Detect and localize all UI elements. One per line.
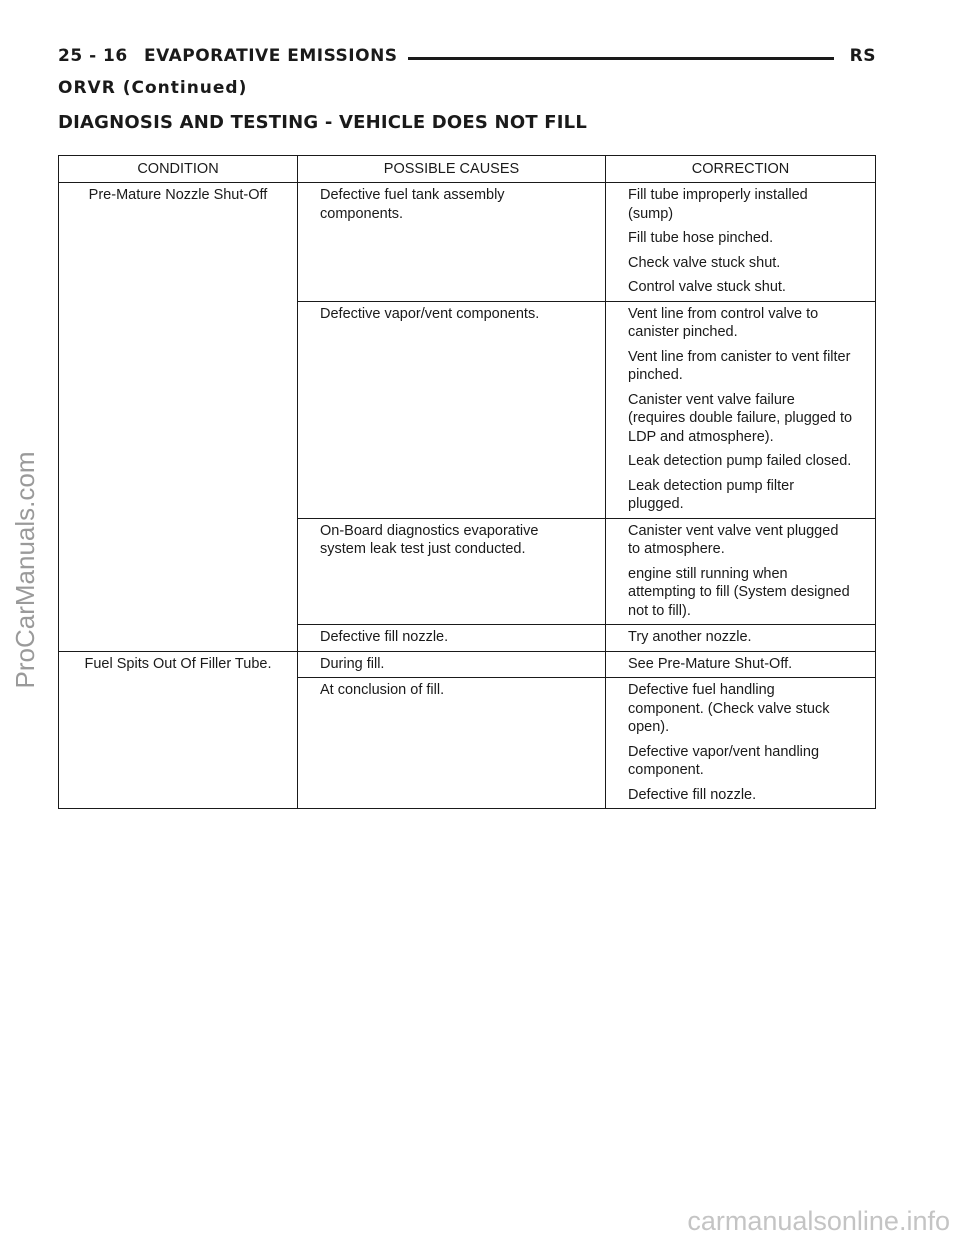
correction-item: Vent line from canister to vent filter pinched. [628, 348, 851, 383]
cause-cell: Defective fuel tank assembly components. [298, 183, 606, 302]
correction-cell [606, 651, 876, 678]
column-header-condition: CONDITION [59, 156, 298, 183]
correction-item: Check valve stuck shut. [628, 254, 781, 271]
column-header-correction: CORRECTION [606, 156, 876, 183]
correction-item: Defective fuel handling component. (Check valve stuck open). [628, 682, 830, 735]
correction-item: Defective fill nozzle. [628, 786, 757, 803]
correction-item: Control valve stuck shut. [628, 279, 786, 295]
cause-cell: Defective vapor/vent components. [298, 301, 606, 518]
correction-item: Try another nozzle. [628, 629, 752, 645]
page-header [58, 46, 876, 70]
cause-cell: Defective fill nozzle. [298, 625, 606, 652]
table-header-row [59, 156, 876, 183]
column-header-possible-causes: POSSIBLE CAUSES [298, 156, 606, 183]
correction-cell [606, 301, 876, 518]
correction-cell [606, 183, 876, 302]
cause-cell: During fill. [298, 651, 606, 678]
section-title: DIAGNOSIS AND TESTING - VEHICLE DOES NOT FILL [58, 112, 588, 133]
condition-cell: Pre-Mature Nozzle Shut-Off [59, 183, 298, 652]
correction-item: Fill tube improperly installed (sump) [628, 187, 808, 222]
bottom-watermark: carmanualsonline.info [687, 1206, 950, 1236]
correction-item: See Pre-Mature Shut-Off. [628, 655, 793, 672]
table-row [59, 183, 876, 302]
correction-item: Canister vent valve failure (requires double failure, plugged to LDP and atmosphere). [628, 391, 853, 445]
cause-cell: At conclusion of fill. [298, 678, 606, 809]
table-body [59, 183, 876, 809]
correction-item: Leak detection pump filter plugged. [628, 477, 795, 512]
cause-cell: On-Board diagnostics evaporative system leak test just conducted. [298, 518, 606, 625]
correction-cell [606, 678, 876, 809]
side-watermark: ProCarManuals.com [10, 451, 40, 689]
header-section-title: EVAPORATIVE EMISSIONS [144, 46, 398, 66]
correction-cell [606, 518, 876, 625]
header-code: RS [849, 46, 876, 66]
condition-cell: Fuel Spits Out Of Filler Tube. [59, 651, 298, 809]
page-number: 25 - 16 [58, 46, 128, 66]
correction-item: Leak detection pump failed closed. [628, 453, 852, 469]
correction-item: Canister vent valve vent plugged to atmosphere. [628, 522, 839, 557]
header-rule [408, 57, 834, 60]
correction-item: Fill tube hose pinched. [628, 230, 774, 246]
correction-item: engine still running when attempting to fill (System designed not to fill). [628, 565, 850, 619]
correction-cell [606, 625, 876, 652]
correction-item: Vent line from control valve to canister pinched. [628, 305, 819, 340]
continued-heading: ORVR (Continued) [58, 78, 248, 98]
diagnosis-table [58, 155, 876, 809]
table-row [59, 651, 876, 678]
correction-item: Defective vapor/vent handling component. [628, 743, 820, 778]
